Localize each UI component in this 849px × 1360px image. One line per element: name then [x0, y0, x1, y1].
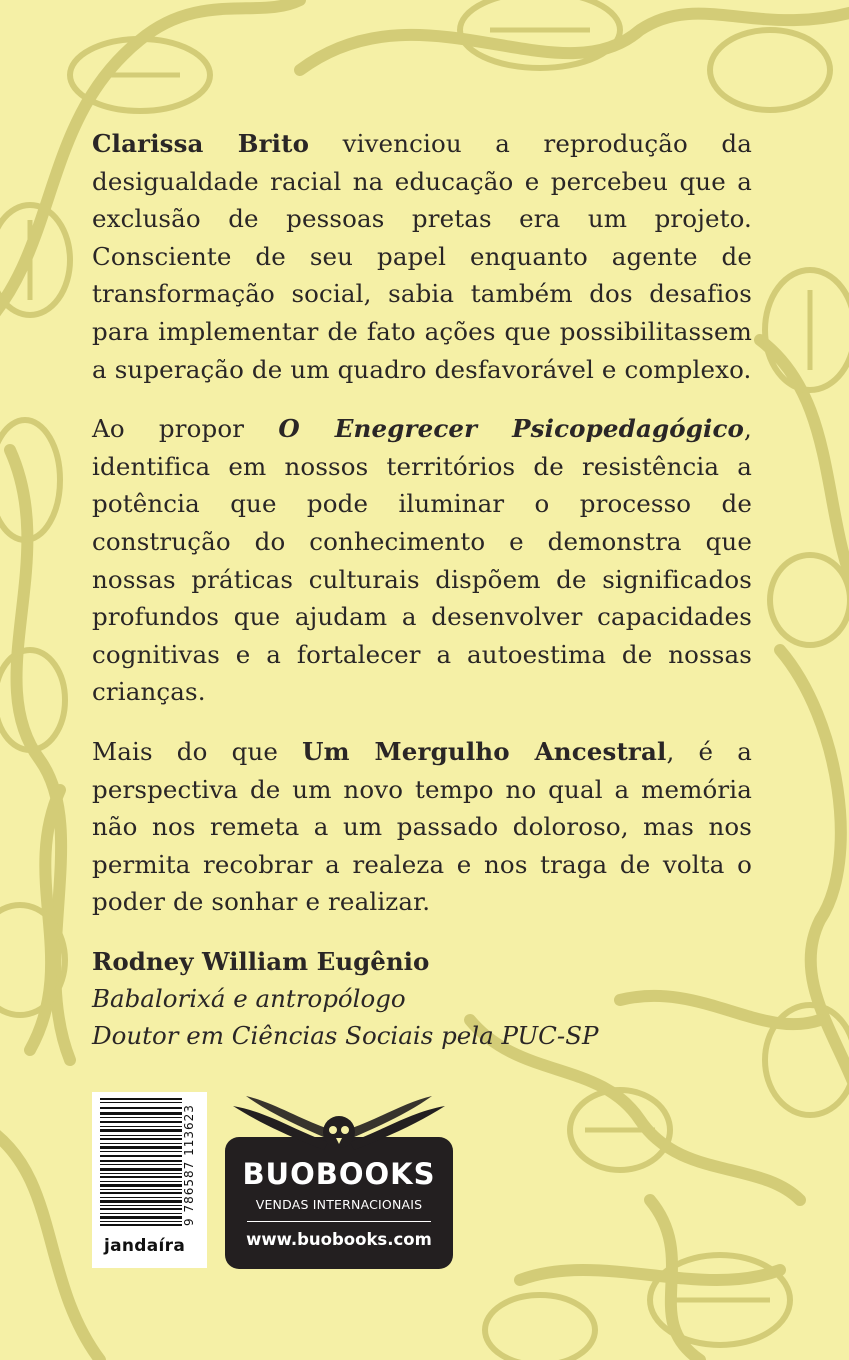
series-title: Um Mergulho Ancestral: [302, 736, 667, 766]
paragraph-2-intro: Ao propor: [92, 414, 245, 444]
book-title: O Enegrecer Psicopedagógico: [278, 414, 745, 444]
signature-name: Rodney William Eugênio: [92, 946, 430, 976]
paragraph-author-intro: [92, 125, 752, 388]
paragraph-1-text: vivenciou a reprodução da desigualdade racial na educação e percebeu que a exclusão de pessoas pretas era um projeto. Consciente de seu papel enquanto agente de transformação social, sabia também dos desafios para implementar de fato ações que possibilitassem a superação de um quadro desfavorável e complexo.: [92, 129, 752, 384]
barcode: [100, 1098, 182, 1226]
buobooks-badge: [225, 1137, 453, 1269]
paragraph-closing: [92, 733, 752, 921]
paragraph-book-description: [92, 410, 752, 711]
buobooks-title: BUOBOOKS: [242, 1157, 436, 1191]
paragraph-3-text: , é a perspectiva de um novo tempo no qual a memória não nos remeta a um passado doloroso, mas nos permita recobrar a realeza e nos traga de volta o poder de sonhar e realizar.: [92, 736, 752, 917]
buobooks-url: www.buobooks.com: [246, 1230, 432, 1249]
paragraph-2-text: , identifica em nossos territórios de resistência a potência que pode iluminar o processo de construção do conhecimento e demonstra que nossas práticas culturais dispõem de significados profundos que ajudam a desenvolver capacidades cognitivas e a fortalecer a autoestima de nossas crianças.: [92, 414, 752, 707]
back-cover-text: [92, 125, 752, 1054]
isbn-number: 9 786587 113623: [182, 1104, 196, 1226]
signature-title-2: Doutor em Ciências Sociais pela PUC-SP: [92, 1020, 599, 1050]
paragraph-3-intro: Mais do que: [92, 736, 279, 766]
isbn-barcode-box: [92, 1092, 207, 1268]
buobooks-subtitle: VENDAS INTERNACIONAIS: [255, 1197, 423, 1212]
badge-divider: [247, 1221, 431, 1222]
signature-title-1: Babalorixá e antropólogo: [92, 983, 406, 1013]
author-name: Clarissa Brito: [92, 129, 310, 158]
owl-wings-icon: [228, 1092, 450, 1154]
publisher-logo: jandaíra: [104, 1236, 186, 1256]
